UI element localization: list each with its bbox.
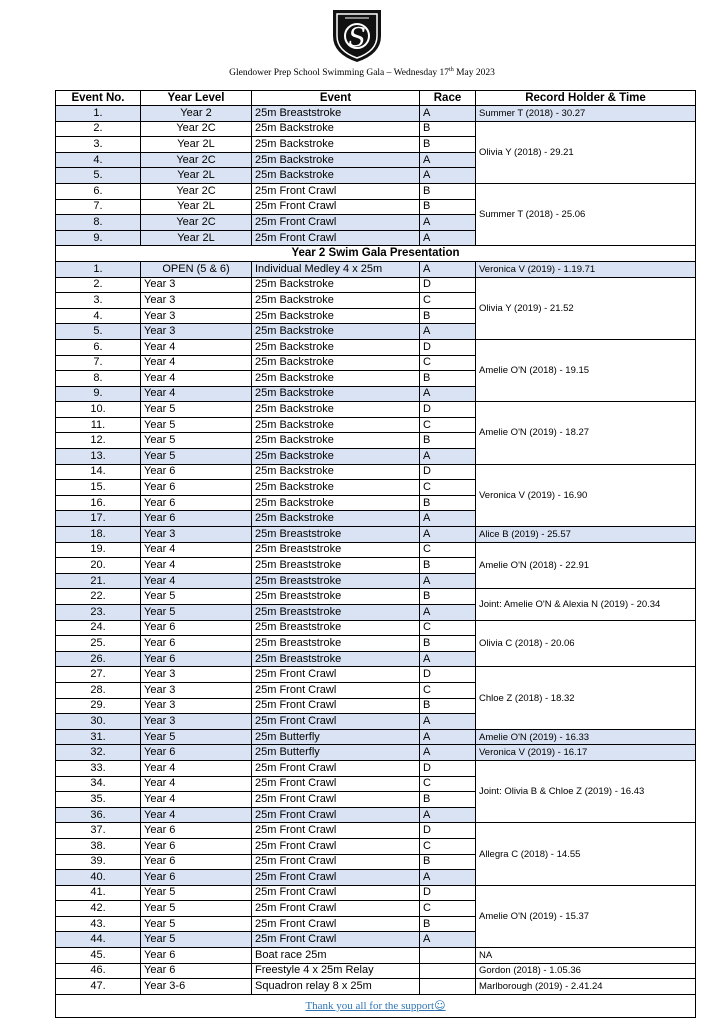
school-crest-logo xyxy=(325,6,389,64)
year-level: Year 3 xyxy=(141,682,252,698)
race-letter: A xyxy=(420,714,476,730)
record-holder: Amelie O'N (2018) - 22.91 xyxy=(476,542,696,589)
race-letter: C xyxy=(420,480,476,496)
race-letter: A xyxy=(420,215,476,231)
event-name: 25m Front Crawl xyxy=(252,776,420,792)
event-number: 33. xyxy=(56,760,141,776)
year-level: Year 3 xyxy=(141,667,252,683)
record-holder: Summer T (2018) - 25.06 xyxy=(476,183,696,245)
event-name: 25m Backstroke xyxy=(252,137,420,153)
section-row xyxy=(56,246,696,262)
race-letter: A xyxy=(420,745,476,761)
event-number: 26. xyxy=(56,651,141,667)
event-number: 34. xyxy=(56,776,141,792)
race-letter: A xyxy=(420,807,476,823)
header-year-level: Year Level xyxy=(141,91,252,106)
year-level: Year 4 xyxy=(141,807,252,823)
event-number: 8. xyxy=(56,215,141,231)
race-letter: B xyxy=(420,371,476,387)
year-level: Year 6 xyxy=(141,636,252,652)
event-number: 43. xyxy=(56,916,141,932)
year-level: Year 5 xyxy=(141,605,252,621)
event-number: 18. xyxy=(56,527,141,543)
table-row xyxy=(56,745,696,761)
record-holder: Amelie O'N (2018) - 19.15 xyxy=(476,339,696,401)
header-event-no: Event No. xyxy=(56,91,141,106)
event-name: 25m Front Crawl xyxy=(252,916,420,932)
year-level: Year 3 xyxy=(141,277,252,293)
year-level: Year 5 xyxy=(141,916,252,932)
year-level: Year 2C xyxy=(141,152,252,168)
year-level: Year 6 xyxy=(141,495,252,511)
event-number: 38. xyxy=(56,838,141,854)
event-name: 25m Breaststroke xyxy=(252,558,420,574)
event-name: 25m Backstroke xyxy=(252,339,420,355)
year-level: Year 5 xyxy=(141,885,252,901)
page-title: Glendower Prep School Swimming Gala – Wednesday 17th May 2023 xyxy=(229,67,495,79)
record-holder: Summer T (2018) - 30.27 xyxy=(476,106,696,122)
year-level: Year 4 xyxy=(141,371,252,387)
race-letter: B xyxy=(420,589,476,605)
year-level: Year 2C xyxy=(141,183,252,199)
year-level: Year 4 xyxy=(141,573,252,589)
year-level: Year 5 xyxy=(141,729,252,745)
year-level: Year 6 xyxy=(141,948,252,964)
event-name: Boat race 25m xyxy=(252,948,420,964)
race-letter: D xyxy=(420,402,476,418)
race-letter: B xyxy=(420,792,476,808)
event-name: 25m Breaststroke xyxy=(252,106,420,122)
year-level: Year 4 xyxy=(141,776,252,792)
record-holder: Amelie O'N (2019) - 18.27 xyxy=(476,402,696,464)
event-name: 25m Backstroke xyxy=(252,386,420,402)
event-name: Individual Medley 4 x 25m xyxy=(252,261,420,277)
race-letter: A xyxy=(420,106,476,122)
record-holder: Olivia C (2018) - 20.06 xyxy=(476,620,696,667)
year-level: Year 4 xyxy=(141,558,252,574)
race-letter: B xyxy=(420,199,476,215)
race-letter: B xyxy=(420,495,476,511)
table-row xyxy=(56,620,696,636)
event-number: 27. xyxy=(56,667,141,683)
event-number: 2. xyxy=(56,277,141,293)
record-holder: Joint: Amelie O'N & Alexia N (2019) - 20.34 xyxy=(476,589,696,620)
event-number: 3. xyxy=(56,293,141,309)
event-number: 28. xyxy=(56,682,141,698)
race-letter: A xyxy=(420,230,476,246)
race-letter: A xyxy=(420,449,476,465)
race-letter: A xyxy=(420,870,476,886)
event-number: 5. xyxy=(56,324,141,340)
year-level: Year 6 xyxy=(141,480,252,496)
record-holder: NA xyxy=(476,948,696,964)
event-name: 25m Front Crawl xyxy=(252,932,420,948)
race-letter: A xyxy=(420,168,476,184)
race-letter: A xyxy=(420,261,476,277)
year-level: Year 5 xyxy=(141,417,252,433)
year-level: Year 3 xyxy=(141,527,252,543)
event-number: 46. xyxy=(56,963,141,979)
race-letter: A xyxy=(420,651,476,667)
event-name: 25m Front Crawl xyxy=(252,854,420,870)
year-level: Year 4 xyxy=(141,760,252,776)
year-level: Year 6 xyxy=(141,620,252,636)
event-number: 36. xyxy=(56,807,141,823)
record-holder: Amelie O'N (2019) - 16.33 xyxy=(476,729,696,745)
event-number: 5. xyxy=(56,168,141,184)
year-level: Year 3 xyxy=(141,308,252,324)
event-number: 42. xyxy=(56,901,141,917)
event-name: 25m Backstroke xyxy=(252,293,420,309)
race-letter: A xyxy=(420,605,476,621)
year-level: Year 3 xyxy=(141,698,252,714)
table-row xyxy=(56,339,696,355)
event-name: 25m Backstroke xyxy=(252,152,420,168)
year-level: Year 3-6 xyxy=(141,979,252,995)
race-letter: B xyxy=(420,183,476,199)
event-name: 25m Front Crawl xyxy=(252,760,420,776)
table-row xyxy=(56,402,696,418)
year-level: Year 4 xyxy=(141,355,252,371)
race-letter: A xyxy=(420,511,476,527)
event-number: 22. xyxy=(56,589,141,605)
race-letter: A xyxy=(420,527,476,543)
race-letter: B xyxy=(420,308,476,324)
race-letter: B xyxy=(420,698,476,714)
event-name: 25m Breaststroke xyxy=(252,651,420,667)
event-number: 1. xyxy=(56,261,141,277)
race-letter: B xyxy=(420,854,476,870)
event-name: 25m Backstroke xyxy=(252,464,420,480)
event-number: 19. xyxy=(56,542,141,558)
year-level: Year 5 xyxy=(141,402,252,418)
year-level: Year 2 xyxy=(141,106,252,122)
race-letter: D xyxy=(420,885,476,901)
event-name: 25m Front Crawl xyxy=(252,199,420,215)
race-letter: B xyxy=(420,558,476,574)
record-holder: Alice B (2019) - 25.57 xyxy=(476,527,696,543)
record-holder: Allegra C (2018) - 14.55 xyxy=(476,823,696,885)
event-name: 25m Breaststroke xyxy=(252,527,420,543)
event-name: Freestyle 4 x 25m Relay xyxy=(252,963,420,979)
event-number: 20. xyxy=(56,558,141,574)
year-level: Year 6 xyxy=(141,854,252,870)
event-name: 25m Front Crawl xyxy=(252,230,420,246)
record-holder: Veronica V (2019) - 16.90 xyxy=(476,464,696,526)
event-name: 25m Backstroke xyxy=(252,308,420,324)
event-name: 25m Front Crawl xyxy=(252,698,420,714)
event-number: 14. xyxy=(56,464,141,480)
race-letter: C xyxy=(420,355,476,371)
event-number: 21. xyxy=(56,573,141,589)
event-number: 9. xyxy=(56,230,141,246)
year-level: Year 3 xyxy=(141,714,252,730)
record-holder: Joint: Olivia B & Chloe Z (2019) - 16.43 xyxy=(476,760,696,822)
event-number: 41. xyxy=(56,885,141,901)
event-name: 25m Backstroke xyxy=(252,511,420,527)
event-name: 25m Backstroke xyxy=(252,433,420,449)
event-name: 25m Backstroke xyxy=(252,277,420,293)
race-letter: D xyxy=(420,823,476,839)
year-level: Year 6 xyxy=(141,651,252,667)
race-letter: B xyxy=(420,137,476,153)
thank-you-link[interactable]: Thank you all for the support xyxy=(305,999,435,1012)
event-name: 25m Backstroke xyxy=(252,417,420,433)
event-name: 25m Butterfly xyxy=(252,745,420,761)
footer-row xyxy=(56,994,696,1017)
event-number: 31. xyxy=(56,729,141,745)
year-level: Year 5 xyxy=(141,449,252,465)
race-letter: D xyxy=(420,464,476,480)
race-letter: B xyxy=(420,433,476,449)
event-number: 29. xyxy=(56,698,141,714)
header-event: Event xyxy=(252,91,420,106)
header-record-holder: Record Holder & Time xyxy=(476,91,696,106)
table-row xyxy=(56,542,696,558)
race-letter: B xyxy=(420,121,476,137)
year-level: Year 6 xyxy=(141,464,252,480)
year-level: Year 6 xyxy=(141,870,252,886)
event-number: 40. xyxy=(56,870,141,886)
event-name: 25m Backstroke xyxy=(252,168,420,184)
table-row xyxy=(56,963,696,979)
event-number: 17. xyxy=(56,511,141,527)
event-number: 8. xyxy=(56,371,141,387)
smiley-icon: ☺ xyxy=(434,998,446,1012)
event-number: 16. xyxy=(56,495,141,511)
year-level: Year 4 xyxy=(141,339,252,355)
event-name: 25m Backstroke xyxy=(252,495,420,511)
event-name: 25m Front Crawl xyxy=(252,870,420,886)
event-name: 25m Backstroke xyxy=(252,355,420,371)
event-name: 25m Front Crawl xyxy=(252,807,420,823)
table-row xyxy=(56,183,696,199)
event-name: 25m Front Crawl xyxy=(252,682,420,698)
record-holder: Marlborough (2019) - 2.41.24 xyxy=(476,979,696,995)
race-letter: A xyxy=(420,729,476,745)
event-name: 25m Breaststroke xyxy=(252,605,420,621)
event-number: 9. xyxy=(56,386,141,402)
event-name: Squadron relay 8 x 25m xyxy=(252,979,420,995)
table-row xyxy=(56,121,696,137)
year-level: Year 6 xyxy=(141,838,252,854)
event-number: 10. xyxy=(56,402,141,418)
race-letter: D xyxy=(420,667,476,683)
table-row xyxy=(56,277,696,293)
race-letter: C xyxy=(420,838,476,854)
event-number: 4. xyxy=(56,152,141,168)
footer-cell xyxy=(56,994,696,1017)
year-level: Year 5 xyxy=(141,433,252,449)
year-level: Year 3 xyxy=(141,293,252,309)
record-holder: Veronica V (2019) - 1.19.71 xyxy=(476,261,696,277)
event-number: 39. xyxy=(56,854,141,870)
event-name: 25m Backstroke xyxy=(252,480,420,496)
event-name: 25m Breaststroke xyxy=(252,636,420,652)
event-name: 25m Front Crawl xyxy=(252,183,420,199)
record-holder: Chloe Z (2018) - 18.32 xyxy=(476,667,696,729)
event-name: 25m Breaststroke xyxy=(252,542,420,558)
race-letter: A xyxy=(420,573,476,589)
year-level: Year 4 xyxy=(141,792,252,808)
record-holder: Veronica V (2019) - 16.17 xyxy=(476,745,696,761)
race-letter: A xyxy=(420,932,476,948)
year-level: Year 3 xyxy=(141,324,252,340)
table-row xyxy=(56,979,696,995)
race-letter: C xyxy=(420,293,476,309)
event-name: 25m Breaststroke xyxy=(252,620,420,636)
event-number: 45. xyxy=(56,948,141,964)
table-row xyxy=(56,823,696,839)
event-name: 25m Backstroke xyxy=(252,121,420,137)
event-name: 25m Backstroke xyxy=(252,371,420,387)
event-name: 25m Front Crawl xyxy=(252,885,420,901)
race-letter: D xyxy=(420,339,476,355)
event-number: 1. xyxy=(56,106,141,122)
event-number: 35. xyxy=(56,792,141,808)
year-level: Year 6 xyxy=(141,823,252,839)
event-number: 13. xyxy=(56,449,141,465)
table-row xyxy=(56,729,696,745)
event-number: 12. xyxy=(56,433,141,449)
year-level: Year 5 xyxy=(141,589,252,605)
event-name: 25m Front Crawl xyxy=(252,838,420,854)
race-letter: A xyxy=(420,324,476,340)
year-level: Year 5 xyxy=(141,901,252,917)
event-number: 30. xyxy=(56,714,141,730)
event-number: 2. xyxy=(56,121,141,137)
race-letter: C xyxy=(420,542,476,558)
event-name: 25m Backstroke xyxy=(252,324,420,340)
event-number: 44. xyxy=(56,932,141,948)
record-holder: Amelie O'N (2019) - 15.37 xyxy=(476,885,696,947)
race-letter: C xyxy=(420,620,476,636)
race-letter: C xyxy=(420,682,476,698)
event-name: 25m Backstroke xyxy=(252,449,420,465)
event-name: 25m Front Crawl xyxy=(252,215,420,231)
event-name: 25m Butterfly xyxy=(252,729,420,745)
event-number: 37. xyxy=(56,823,141,839)
race-letter xyxy=(420,979,476,995)
year-level: Year 4 xyxy=(141,542,252,558)
event-number: 4. xyxy=(56,308,141,324)
event-number: 7. xyxy=(56,355,141,371)
table-row xyxy=(56,760,696,776)
table-row xyxy=(56,527,696,543)
header-race: Race xyxy=(420,91,476,106)
event-name: 25m Front Crawl xyxy=(252,792,420,808)
event-number: 6. xyxy=(56,339,141,355)
svg-text:S: S xyxy=(348,23,366,53)
race-letter: A xyxy=(420,152,476,168)
event-name: 25m Front Crawl xyxy=(252,714,420,730)
year-level: Year 2L xyxy=(141,230,252,246)
year-level: Year 5 xyxy=(141,932,252,948)
table-row xyxy=(56,948,696,964)
record-holder: Gordon (2018) - 1.05.36 xyxy=(476,963,696,979)
year-level: Year 6 xyxy=(141,511,252,527)
year-level: Year 4 xyxy=(141,386,252,402)
table-header-row xyxy=(56,91,696,106)
event-number: 3. xyxy=(56,137,141,153)
table-row xyxy=(56,261,696,277)
race-letter: C xyxy=(420,417,476,433)
event-name: 25m Backstroke xyxy=(252,402,420,418)
year-level: Year 6 xyxy=(141,745,252,761)
record-holder: Olivia Y (2018) - 29.21 xyxy=(476,121,696,183)
table-row xyxy=(56,106,696,122)
event-name: 25m Breaststroke xyxy=(252,573,420,589)
table-row xyxy=(56,589,696,605)
event-number: 11. xyxy=(56,417,141,433)
event-name: 25m Front Crawl xyxy=(252,823,420,839)
event-number: 32. xyxy=(56,745,141,761)
event-number: 15. xyxy=(56,480,141,496)
event-name: 25m Breaststroke xyxy=(252,589,420,605)
race-letter xyxy=(420,963,476,979)
year-level: Year 2L xyxy=(141,137,252,153)
table-body xyxy=(56,106,696,1018)
event-number: 47. xyxy=(56,979,141,995)
event-name: 25m Front Crawl xyxy=(252,667,420,683)
race-letter: C xyxy=(420,901,476,917)
race-letter xyxy=(420,948,476,964)
event-number: 6. xyxy=(56,183,141,199)
table-row xyxy=(56,885,696,901)
year-level: Year 2C xyxy=(141,215,252,231)
gala-schedule-table xyxy=(55,90,696,1018)
table-row xyxy=(56,464,696,480)
race-letter: B xyxy=(420,636,476,652)
event-number: 7. xyxy=(56,199,141,215)
event-number: 25. xyxy=(56,636,141,652)
year-level: Year 2L xyxy=(141,168,252,184)
race-letter: D xyxy=(420,760,476,776)
race-letter: B xyxy=(420,916,476,932)
event-name: 25m Front Crawl xyxy=(252,901,420,917)
race-letter: D xyxy=(420,277,476,293)
race-letter: A xyxy=(420,386,476,402)
year-level: Year 2L xyxy=(141,199,252,215)
table-row xyxy=(56,667,696,683)
year-level: Year 2C xyxy=(141,121,252,137)
year-level: OPEN (5 & 6) xyxy=(141,261,252,277)
event-number: 24. xyxy=(56,620,141,636)
year-level: Year 6 xyxy=(141,963,252,979)
race-letter: C xyxy=(420,776,476,792)
record-holder: Olivia Y (2019) - 21.52 xyxy=(476,277,696,339)
event-number: 23. xyxy=(56,605,141,621)
section-title: Year 2 Swim Gala Presentation xyxy=(56,246,696,262)
